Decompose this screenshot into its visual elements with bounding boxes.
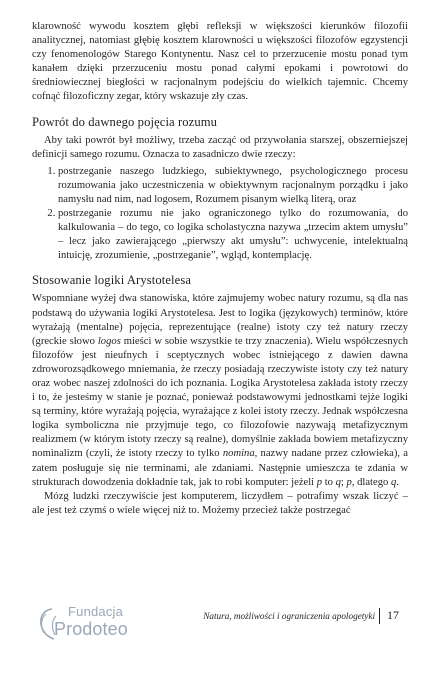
list-item: 2. postrzeganie rozumu nie jako ograniczonego tylko do rozumowania, do kalkulowania – do tego, co logika scholastyczna nazywa „trzecim aktem umysłu” – lecz jako zawierającego „pierwszy akt umysłu”: uchwycenie, intelektualną intuicję, zrozumienie, „postrzeganie”, wgląd, kontemplację. <box>58 207 408 263</box>
section-heading-2: Stosowanie logiki Arystotelesa <box>32 273 192 288</box>
footer-divider <box>379 608 380 624</box>
section-heading-1: Powrót do dawnego pojęcia rozumu <box>32 114 218 129</box>
page-footer <box>0 594 441 664</box>
logo-text-prodoteo: Prodoteo <box>54 619 128 639</box>
paragraph-2: Aby taki powrót był możliwy, trzeba zacząć od przywołania starszej, obszerniejszej definicji samego rozumu. Oznacza to zasadniczo dwie rzeczy: <box>32 134 408 160</box>
page-number: 17 <box>387 608 399 622</box>
logo-text-fundacja: Fundacja <box>68 604 124 619</box>
body-text <box>32 20 408 518</box>
paragraph-4: Mózg ludzki rzeczywiście jest komputerem, liczydłem – potrafimy wszak liczyć – ale jest też czymś o wiele więcej niż to. Możemy przecież także postrzegać <box>32 490 408 516</box>
list-item: 1. postrzeganie naszego ludzkiego, subiektywnego, psychologicznego procesu rozumowania jako uczestniczenia w obiektywnym racjonalnym porządku i jako namysłu nad nim, nad logosem, Rozumem pisanym wielką literą, oraz <box>58 165 408 207</box>
paragraph-3: Wspomniane wyżej dwa stanowiska, które zajmujemy wobec natury rozumu, są dla nas podstawą do używania logiki Arystotelesa. Jest to logika (językowych) terminów, które wyrażają (mentalne) pojęcia, reprezentujące (realne) istoty czy też natury rzeczy (greckie słowo logos mieści w sobie wszystkie te trzy znaczenia). Wielu współczesnych filozofów jest nieufnych i sceptycznych wobec istniejącego z dawien dawna zdroworozsądkowego mniemania, że rzeczy posiadają rzeczywiste istoty czy też natury oraz wobec naszej zdolności do ich poznania. Logika Arystotelesa zakłada istoty rzeczy i to, że jesteśmy w stanie je poznać, ponieważ podstawowymi jednostkami tejże logiki są terminy, które wyrażają pojęcia, wyrażające z kolei istoty rzeczy. Jednak współczesna logika symboliczna nie przyjmuje tego, co filozofowie nazywają metafizycznym realizmem (w którym istoty rzeczy są realne), domyślnie zakłada bowiem metafizyczny nominalizm (czyli, że istoty rzeczy to tylko nomina, nazwy nadane przez człowieka), a zatem posługuje się nie terminami, ale zdaniami. Następnie umieszcza te zdania w strukturach dowodzenia dokładnie tak, jak to robi komputer: jeżeli p to q; p, dlatego q. <box>32 293 408 488</box>
paragraph-1: klarowność wywodu kosztem głębi refleksji w większości kierunków filozofii analitycznej, natomiast głębię kosztem klarowności u większości filozofów egzystencji czy fenomenologów Starego Kontynentu. Nasz cel to przerzucenie mostu ponad tym kanałem dzięki przerzuceniu mostu ponad całymi epokami i powrotowi do średniowiecznej biegłości w racjonalnym podejściu do wielkich tajemnic. Chcemy cofnąć filozoficzny zegar, który wskazuje zły czas. <box>32 21 408 103</box>
numbered-list <box>32 165 408 264</box>
running-title: Natura, możliwości i ograniczenia apologetyki <box>203 611 375 621</box>
publisher-logo <box>32 604 152 648</box>
